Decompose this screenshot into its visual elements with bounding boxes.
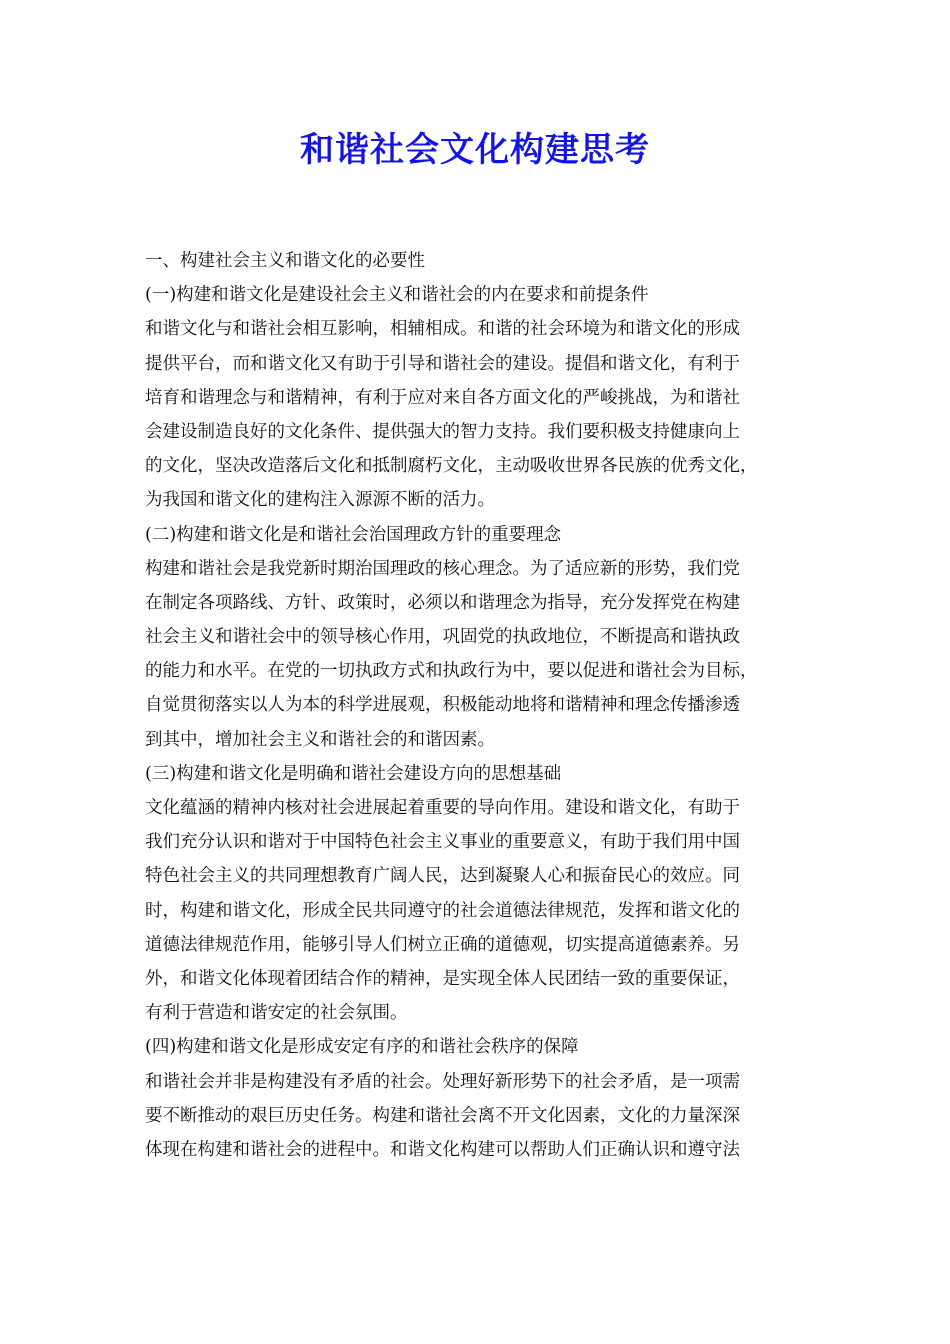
paragraph-line: 社会主义和谐社会中的领导核心作用，巩固党的执政地位，不断提高和谐执政 [145, 627, 740, 648]
paragraph-line: 为我国和谐文化的建构注入源源不断的活力。 [145, 490, 495, 511]
subsection-heading: (二)构建和谐文化是和谐社会治国理政方针的重要理念 [145, 524, 562, 545]
subsection-heading: (三)构建和谐文化是明确和谐社会建设方向的思想基础 [145, 763, 562, 784]
section-heading: 一、构建社会主义和谐文化的必要性 [145, 251, 425, 271]
paragraph-line: 有利于营造和谐安定的社会氛围。 [145, 1003, 408, 1024]
paragraph-line: 在制定各项路线、方针、政策时，必须以和谐理念为指导，充分发挥党在构建 [145, 592, 740, 613]
paragraph-line: 的能力和水平。在党的一切执政方式和执政行为中，要以促进和谐社会为目标， [145, 661, 758, 682]
paragraph-line: 体现在构建和谐社会的进程中。和谐文化构建可以帮助人们正确认识和遵守法 [145, 1139, 740, 1160]
paragraph-line: 道德法律规范作用，能够引导人们树立正确的道德观，切实提高道德素养。另 [145, 934, 740, 955]
paragraph-line: 培育和谐理念与和谐精神，有利于应对来自各方面文化的严峻挑战，为和谐社 [145, 387, 740, 408]
paragraph-line: 的文化，坚决改造落后文化和抵制腐朽文化，主动吸收世界各民族的优秀文化， [145, 456, 758, 477]
paragraph-line: 会建设制造良好的文化条件、提供强大的智力支持。我们要积极支持健康向上 [145, 421, 740, 442]
paragraph-line: 我们充分认识和谐对于中国特色社会主义事业的重要意义，有助于我们用中国 [145, 832, 740, 853]
paragraph-line: 时，构建和谐文化，形成全民共同遵守的社会道德法律规范，发挥和谐文化的 [145, 900, 740, 921]
paragraph-line: 构建和谐社会是我党新时期治国理政的核心理念。为了适应新的形势，我们党 [145, 558, 740, 579]
paragraph-line: 和谐文化与和谐社会相互影响，相辅相成。和谐的社会环境为和谐文化的形成 [145, 319, 740, 340]
paragraph-line: 和谐社会并非是构建没有矛盾的社会。处理好新形势下的社会矛盾，是一项需 [145, 1071, 740, 1092]
document-body [145, 244, 835, 1167]
subsection-heading: (四)构建和谐文化是形成安定有序的和谐社会秩序的保障 [145, 1037, 579, 1058]
paragraph-line: 到其中，增加社会主义和谐社会的和谐因素。 [145, 729, 495, 750]
paragraph-line: 提供平台，而和谐文化又有助于引导和谐社会的建设。提倡和谐文化，有利于 [145, 353, 740, 374]
paragraph-line: 文化蕴涵的精神内核对社会进展起着重要的导向作用。建设和谐文化，有助于 [145, 798, 740, 818]
document-title: 和谐社会文化构建思考 [300, 130, 650, 170]
subsection-heading: (一)构建和谐文化是建设社会主义和谐社会的内在要求和前提条件 [145, 285, 649, 306]
paragraph-line: 要不断推动的艰巨历史任务。构建和谐社会离不开文化因素，文化的力量深深 [145, 1105, 740, 1126]
paragraph-line: 外，和谐文化体现着团结合作的精神，是实现全体人民团结一致的重要保证， [145, 968, 740, 989]
paragraph-line: 特色社会主义的共同理想教育广阔人民，达到凝聚人心和振奋民心的效应。同 [145, 866, 740, 887]
paragraph-line: 自觉贯彻落实以人为本的科学进展观，积极能动地将和谐精神和理念传播渗透 [145, 695, 740, 716]
